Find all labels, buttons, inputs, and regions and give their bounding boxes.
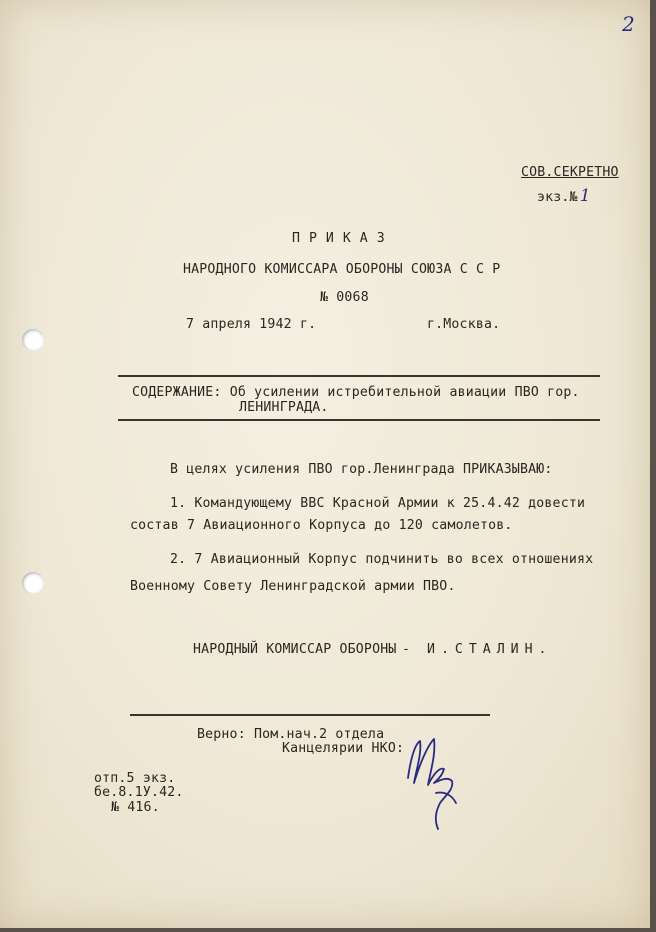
order-date: 7 апреля 1942 г. <box>186 317 317 332</box>
certification-line-1: Верно: Пом.нач.2 отдела <box>197 727 385 742</box>
order-place: г.Москва. <box>427 317 501 332</box>
content-subject: Об усилении истребительной авиации ПВО гор. <box>229 385 580 400</box>
content-top-rule <box>118 375 600 377</box>
punch-hole-top <box>22 329 44 351</box>
content-label: СОДЕРЖАНИЕ: <box>132 385 222 400</box>
signature-dash: - <box>402 642 411 657</box>
body-intro: В целях усиления ПВО гор.Ленинграда ПРИКАЗЫВАЮ: <box>170 462 553 477</box>
body-item2-line1: 2. 7 Авиационный Корпус подчинить во всех отношениях <box>170 552 594 567</box>
page-number: 2 <box>622 12 635 36</box>
handwritten-signature <box>400 733 470 833</box>
signature-name: И.СТАЛИН. <box>427 642 553 657</box>
order-number: № 0068 <box>320 290 369 305</box>
certification-rule <box>130 714 490 716</box>
order-title: ПРИКАЗ <box>292 231 394 246</box>
classification-label: СОВ.СЕКРЕТНО <box>521 165 619 180</box>
signature-position: НАРОДНЫЙ КОМИССАР ОБОРОНЫ <box>193 642 397 657</box>
body-item1-line1: 1. Командующему ВВС Красной Армии к 25.4.42 довести <box>170 496 586 511</box>
body-item1-line2: состав 7 Авиационного Корпуса до 120 самолетов. <box>130 518 513 533</box>
copy-number-label <box>537 186 591 206</box>
distribution-line-2: бе.8.1У.42. <box>94 785 184 800</box>
certification-line-2: Канцелярии НКО: <box>282 741 405 756</box>
copy-number: 1 <box>579 186 591 206</box>
order-issuer: НАРОДНОГО КОМИССАРА ОБОРОНЫ СОЮЗА С С Р <box>183 262 501 277</box>
distribution-line-1: отп.5 экз. <box>94 771 176 786</box>
body-item2-line2: Военному Совету Ленинградской армии ПВО. <box>130 579 456 594</box>
copy-prefix: экз.№ <box>537 190 578 205</box>
content-line-2: ЛЕНИНГРАДА. <box>239 400 329 415</box>
content-line-1 <box>132 385 580 400</box>
content-bottom-rule <box>118 419 600 421</box>
punch-hole-bottom <box>22 572 44 594</box>
distribution-line-3: № 416. <box>111 800 160 815</box>
